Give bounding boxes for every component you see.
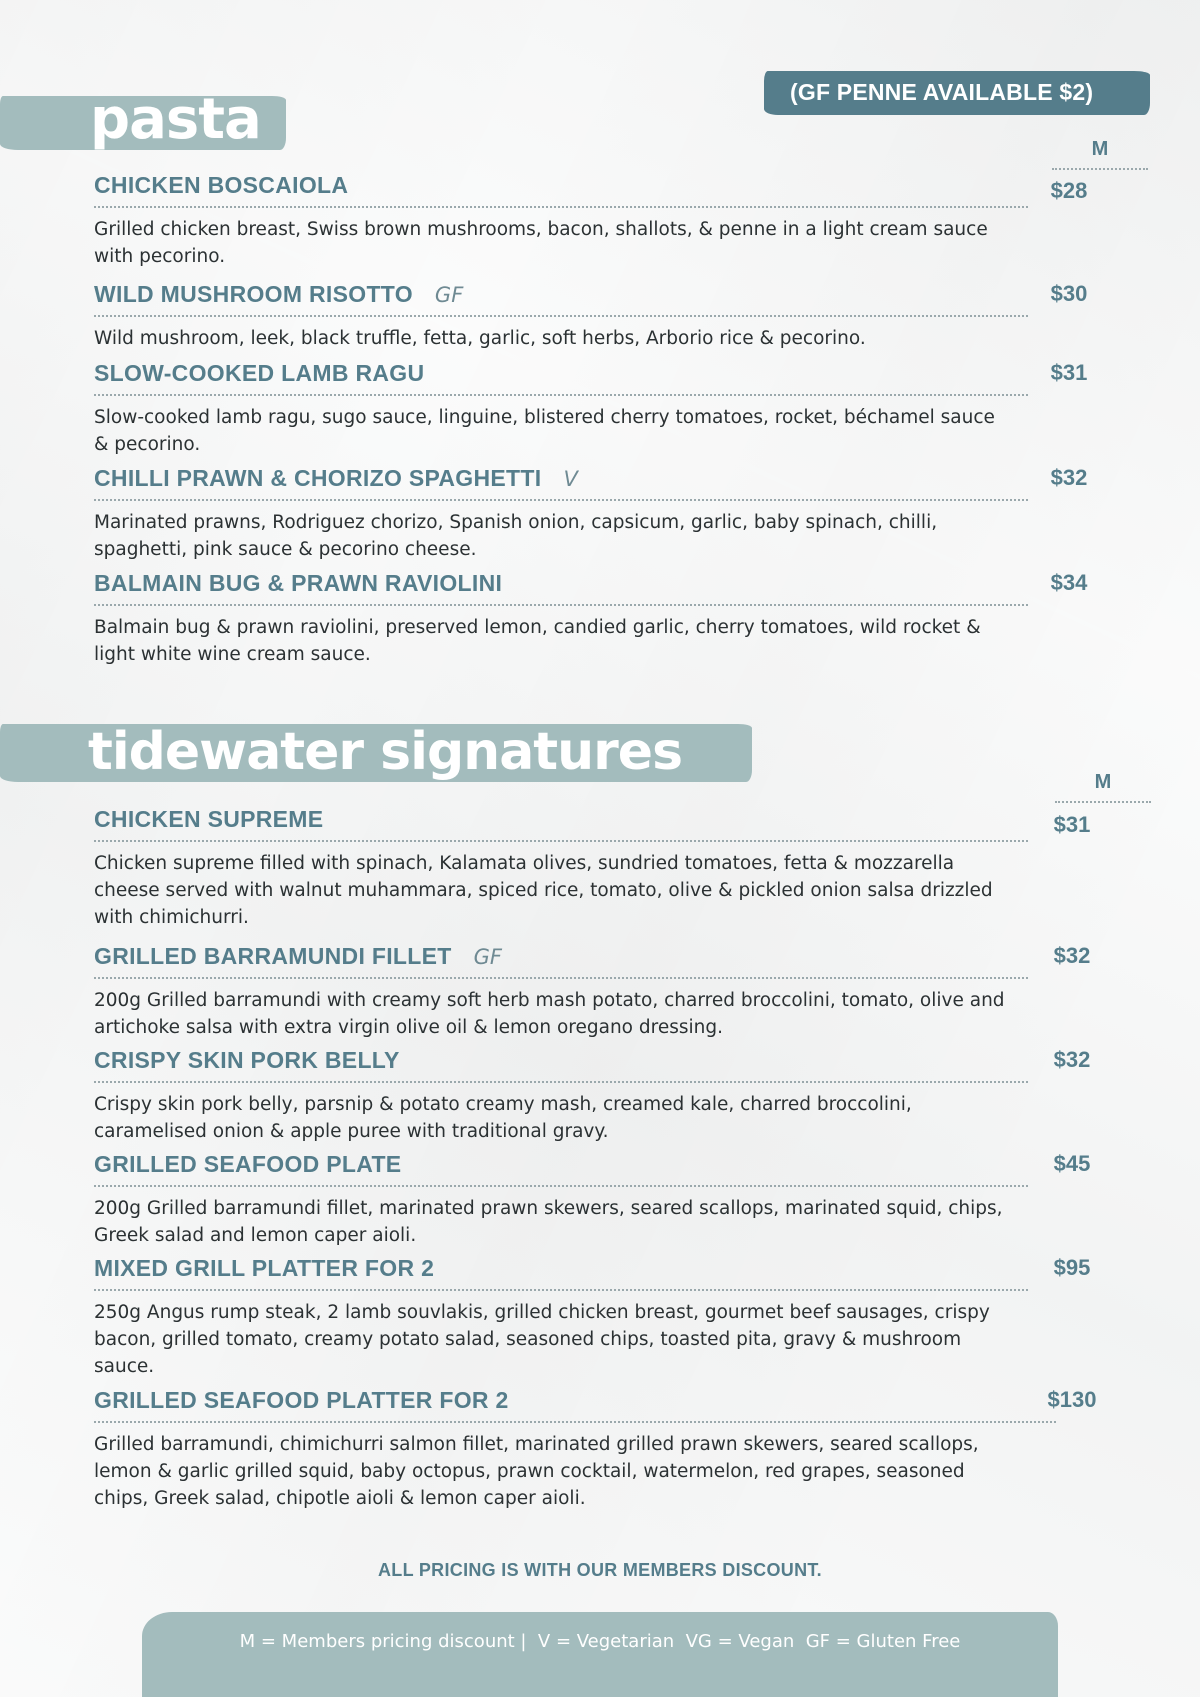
dotted-rule: [94, 206, 1028, 208]
item-name: GRILLED SEAFOOD PLATTER FOR 2: [94, 1387, 509, 1413]
menu-item: [94, 465, 1124, 563]
members-discount-note: ALL PRICING IS WITH OUR MEMBERS DISCOUNT.: [378, 1560, 822, 1580]
dotted-rule: [94, 604, 1028, 606]
item-name: MIXED GRILL PLATTER FOR 2: [94, 1255, 435, 1281]
item-description: Slow-cooked lamb ragu, sugo sauce, linguine, blistered cherry tomatoes, rocket, béchamel sauce & pecorino.: [94, 407, 995, 455]
item-description: Crispy skin pork belly, parsnip & potato creamy mash, creamed kale, charred broccolini, caramelised onion & apple puree with traditional gravy.: [94, 1094, 912, 1142]
item-description: Balmain bug & prawn raviolini, preserved lemon, candied garlic, cherry tomatoes, wild rocket & light white wine cream sauce.: [94, 617, 981, 665]
item-price: $30: [1050, 281, 1088, 306]
dietary-legend: M = Members pricing discount | V = Vegetarian VG = Vegan GF = Gluten Free: [239, 1631, 961, 1652]
item-name: BALMAIN BUG & PRAWN RAVIOLINI: [94, 570, 503, 596]
members-price-column-label: M: [1091, 138, 1109, 160]
menu-item: [94, 1151, 1124, 1249]
gf-penne-text: (GF PENNE AVAILABLE $2): [790, 79, 1094, 105]
item-name: CHICKEN BOSCAIOLA: [94, 172, 349, 198]
item-price: $32: [1050, 465, 1088, 490]
section-title-signatures: tidewater signatures: [88, 722, 683, 782]
dotted-rule: [94, 1289, 1028, 1291]
menu-item: [94, 1047, 1124, 1145]
item-description: Marinated prawns, Rodriguez chorizo, Spanish onion, capsicum, garlic, baby spinach, chilli, spaghetti, pink sauce & pecorino cheese.: [94, 512, 938, 560]
item-price: $31: [1053, 812, 1091, 837]
item-name: CHICKEN SUPREME: [94, 806, 324, 832]
item-name: WILD MUSHROOM RISOTTO GF: [94, 281, 464, 307]
menu-item: [94, 172, 1124, 270]
members-price-column-rule: [1052, 168, 1148, 170]
menu-item: [94, 943, 1124, 1041]
item-name: CRISPY SKIN PORK BELLY: [94, 1047, 400, 1073]
dotted-rule: [94, 1081, 1028, 1083]
item-price: $130: [1047, 1387, 1097, 1412]
item-price: $32: [1053, 1047, 1091, 1072]
menu-item: [94, 281, 1124, 352]
menu-item: [94, 1387, 1124, 1512]
dietary-tag: GF: [434, 283, 464, 307]
menu-item: [94, 806, 1124, 931]
dotted-rule: [94, 1421, 1056, 1423]
item-price: $31: [1050, 360, 1088, 385]
section-title-pasta: pasta: [90, 87, 261, 152]
item-name: GRILLED BARRAMUNDI FILLET GF: [94, 943, 502, 969]
dotted-rule: [94, 499, 1028, 501]
item-description: Wild mushroom, leek, black truffle, fetta, garlic, soft herbs, Arborio rice & pecorino.: [94, 328, 866, 349]
item-description: Grilled barramundi, chimichurri salmon fillet, marinated grilled prawn skewers, seared scallops, lemon & garlic grilled squid, baby octopus, prawn cocktail, watermelon, red grapes, seasoned chips, Greek salad, chipotle aioli & lemon caper aioli.: [94, 1434, 979, 1509]
members-price-column-rule: [1055, 801, 1151, 803]
legend-brush: [142, 1612, 1058, 1697]
menu-item: [94, 570, 1124, 668]
dotted-rule: [94, 840, 1028, 842]
menu-item: [94, 360, 1124, 458]
item-name: CHILLI PRAWN & CHORIZO SPAGHETTI V: [94, 465, 578, 491]
item-description: Chicken supreme filled with spinach, Kalamata olives, sundried tomatoes, fetta & mozzarella cheese served with walnut muhammara, spiced rice, tomato, olive & pickled onion salsa drizzled with chimichurri.: [94, 853, 993, 928]
dotted-rule: [94, 977, 1028, 979]
dotted-rule: [94, 394, 1028, 396]
item-price: $34: [1050, 570, 1088, 595]
menu-item: [94, 1255, 1124, 1380]
item-price: $32: [1053, 943, 1091, 968]
members-price-column-label: M: [1094, 771, 1112, 793]
dietary-tag: GF: [473, 945, 502, 969]
dotted-rule: [94, 1185, 1028, 1187]
dietary-tag: V: [563, 467, 578, 491]
item-description: 200g Grilled barramundi with creamy soft herb mash potato, charred broccolini, tomato, olive and artichoke salsa with extra virgin olive oil & lemon oregano dressing.: [94, 990, 1005, 1038]
item-description: 250g Angus rump steak, 2 lamb souvlakis, grilled chicken breast, gourmet beef sausages, crispy bacon, grilled tomato, creamy potato salad, seasoned chips, toasted pita, gravy & mushroom sauce.: [94, 1302, 990, 1377]
item-name: GRILLED SEAFOOD PLATE: [94, 1151, 402, 1177]
item-price: $45: [1053, 1151, 1091, 1176]
item-price: $95: [1053, 1255, 1091, 1280]
item-description: 200g Grilled barramundi fillet, marinated prawn skewers, seared scallops, marinated squid, chips, Greek salad and lemon caper aioli.: [94, 1198, 1003, 1246]
item-description: Grilled chicken breast, Swiss brown mushrooms, bacon, shallots, & penne in a light cream sauce with pecorino.: [94, 219, 988, 267]
item-price: $28: [1050, 178, 1088, 203]
item-name: SLOW-COOKED LAMB RAGU: [94, 360, 425, 386]
dotted-rule: [94, 315, 1028, 317]
